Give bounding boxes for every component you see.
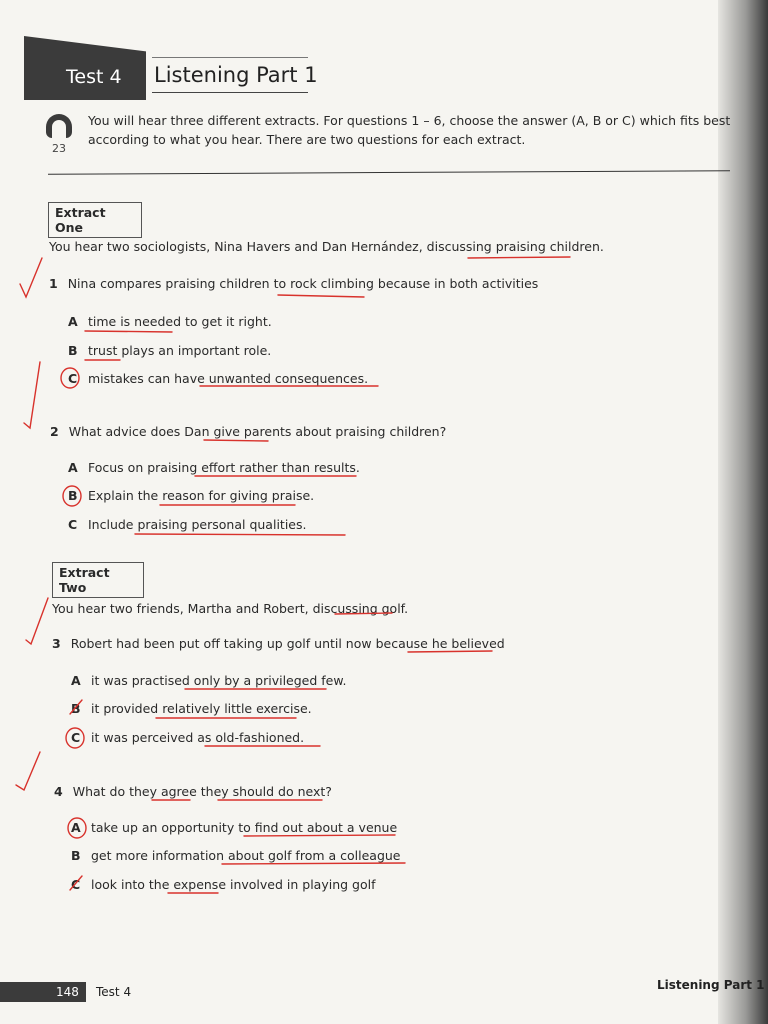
question-text: Nina compares praising children to rock climbing because in both activities <box>67 276 539 291</box>
check-mark <box>20 258 42 297</box>
extract-one-intro: You hear two sociologists, Nina Havers and Dan Hernández, discussing praising children. <box>49 239 604 254</box>
option-4c[interactable]: C look into the expense involved in playing golf <box>71 877 376 892</box>
option-2a[interactable]: A Focus on praising effort rather than results. <box>68 460 360 475</box>
option-2b[interactable]: B Explain the reason for giving praise. <box>68 488 315 503</box>
option-3b[interactable]: B it provided relatively little exercise. <box>71 701 312 716</box>
check-mark <box>26 598 48 644</box>
test-label: Test 4 <box>66 66 122 88</box>
option-2c[interactable]: C Include praising personal qualities. <box>68 517 307 532</box>
option-1c[interactable]: C mistakes can have unwanted consequences. <box>68 371 369 386</box>
extract-two-intro: You hear two friends, Martha and Robert, discussing golf. <box>52 601 409 616</box>
answer-circle <box>63 486 81 506</box>
option-4b[interactable]: B get more information about golf from a colleague <box>71 848 401 863</box>
answer-circle <box>68 818 86 838</box>
footer-part-label: Listening Part 1 <box>657 978 765 992</box>
check-mark <box>24 362 40 428</box>
question-2: 2 What advice does Dan give parents about praising children? <box>50 424 447 439</box>
option-3c[interactable]: C it was perceived as old-fashioned. <box>71 730 305 745</box>
strike-mark <box>70 876 82 890</box>
answer-circle <box>66 728 84 748</box>
check-mark <box>16 752 40 790</box>
page-title: Listening Part 1 <box>154 63 318 87</box>
strike-mark <box>70 700 82 714</box>
extract-two-label: Extract Two <box>52 562 144 598</box>
option-1b[interactable]: B trust plays an important role. <box>68 343 272 358</box>
instructions: You will hear three different extracts. For questions 1 – 6, choose the answer (A, B or C) which fits best according to what you hear. There are two questions for each extract. <box>88 113 731 147</box>
option-4a[interactable]: A take up an opportunity to find out about a venue <box>71 820 398 835</box>
track-number: 23 <box>52 142 66 155</box>
question-3: 3 Robert had been put off taking up golf until now because he believed <box>52 636 505 651</box>
question-4: 4 What do they agree they should do next? <box>54 784 332 799</box>
question-number: 1 <box>49 276 58 291</box>
answer-circle <box>61 368 79 388</box>
page-number: 148 <box>56 985 79 999</box>
extract-one-label: Extract One <box>48 202 142 238</box>
option-1a[interactable]: A time is needed to get it right. <box>68 314 272 329</box>
option-3a[interactable]: A it was practised only by a privileged few. <box>71 673 347 688</box>
footer-test-label: Test 4 <box>96 985 132 999</box>
